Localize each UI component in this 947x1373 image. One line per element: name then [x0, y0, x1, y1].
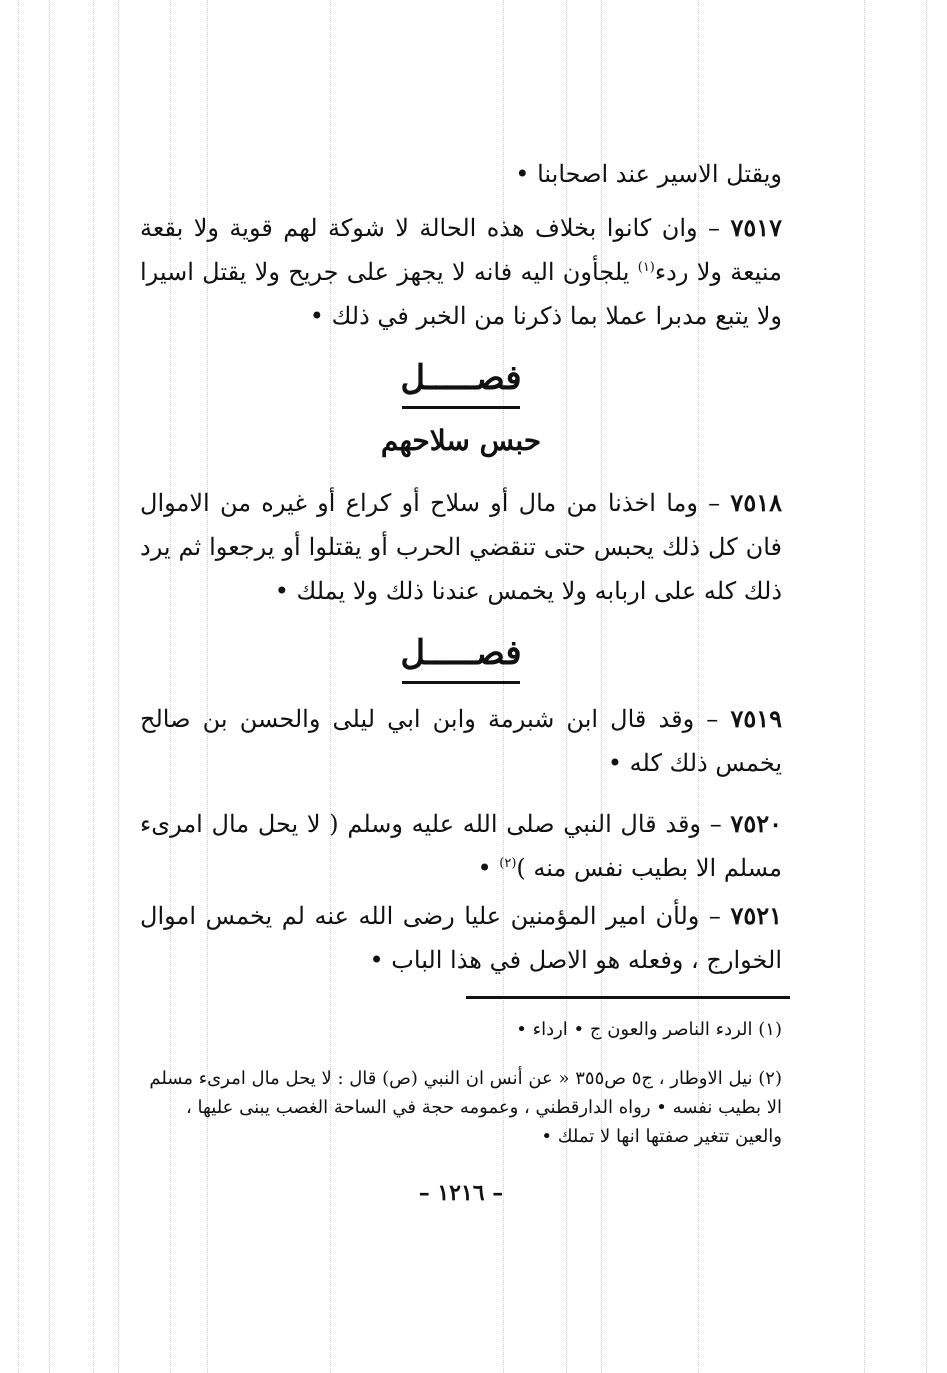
- paragraph-text: – وقد قال النبي صلى الله عليه وسلم ( لا يحل مال امرىء مسلم الا بطيب نفس منه ): [140, 810, 782, 882]
- footnote-marker-2: (٢): [499, 856, 517, 871]
- paragraph-end-mark: •: [477, 854, 492, 882]
- paragraph-text: – وان كانوا بخلاف هذه الحالة لا شوكة لهم قوية ولا بقعة منيعة ولا ردء: [140, 214, 783, 286]
- footnote-2: [140, 1064, 782, 1151]
- paragraph-number: ٧٥٢٠: [730, 809, 782, 838]
- page-number: [140, 1178, 782, 1208]
- paragraph-7517: [140, 206, 782, 338]
- page-number-text: – ١٢١٦ –: [418, 1180, 504, 1206]
- footnote-1: [140, 1015, 782, 1044]
- paragraph-text: – ولأن امير المؤمنين عليا رضى الله عنه لم يخمس اموال الخوارج ، وفعله هو الاصل في هذا الباب •: [140, 902, 782, 974]
- paragraph-7518: [140, 481, 782, 613]
- continuation-text: ويقتل الاسير عند اصحابنا •: [515, 160, 782, 188]
- footnote-text: (٢) نيل الاوطار ، ج٥ ص٣٥٥ « عن أنس ان النبي (ص) قال : لا يحل مال امرىء مسلم الا بطيب نفسه • رواه الدارقطني ، وعمومه حجة في الساحة الغصب يبنى عليها ، والعين تتغير صفتها انها لا تملك •: [149, 1068, 782, 1147]
- paragraph-text-continued: يلجأون اليه فانه لا يجهز على جريح ولا يقتل اسيرا ولا يتبع مدبرا عملا بما ذكرنا من الخبر في ذلك •: [140, 258, 782, 330]
- paragraph-7519: [140, 697, 782, 785]
- continuation-paragraph: [140, 152, 782, 196]
- paragraph-text: – وما اخذنا من مال أو سلاح أو كراع أو غيره من الاموال فان كل ذلك يحبس حتى تنقضي الحرب أو يقتلوا أو يرجعوا ثم يرد ذلك كله على اربابه ولا يخمس عندنا ذلك ولا يملك •: [140, 489, 782, 605]
- section-subheading: [140, 421, 782, 461]
- scan-guide-line: [926, 0, 927, 1373]
- footnote-text: (١) الردء الناصر والعون ج • ارداء •: [516, 1019, 782, 1040]
- scan-guide-line: [18, 0, 19, 1373]
- section-heading-text: فصـــــل: [400, 355, 521, 409]
- section-heading: [140, 630, 782, 684]
- scan-guide-line: [864, 0, 865, 1373]
- paragraph-text: – وقد قال ابن شبرمة وابن ابي ليلى والحسن بن صالح يخمس ذلك كله •: [140, 705, 782, 777]
- paragraph-7521: [140, 894, 782, 982]
- paragraph-number: ٧٥١٧: [730, 213, 782, 242]
- paragraph-7520: [140, 802, 782, 890]
- paragraph-number: ٧٥١٨: [730, 488, 782, 517]
- footnote-separator: [466, 996, 790, 999]
- scan-guide-line: [93, 0, 94, 1373]
- footnote-marker-1: (١): [637, 260, 655, 275]
- paragraph-number: ٧٥١٩: [730, 704, 782, 733]
- section-subheading-text: حبس سلاحهم: [380, 424, 542, 457]
- scan-guide-line: [118, 0, 119, 1373]
- paragraph-number: ٧٥٢١: [730, 901, 782, 930]
- scan-guide-line: [49, 0, 50, 1373]
- section-heading-text: فصـــــل: [400, 630, 521, 684]
- section-heading: [140, 355, 782, 409]
